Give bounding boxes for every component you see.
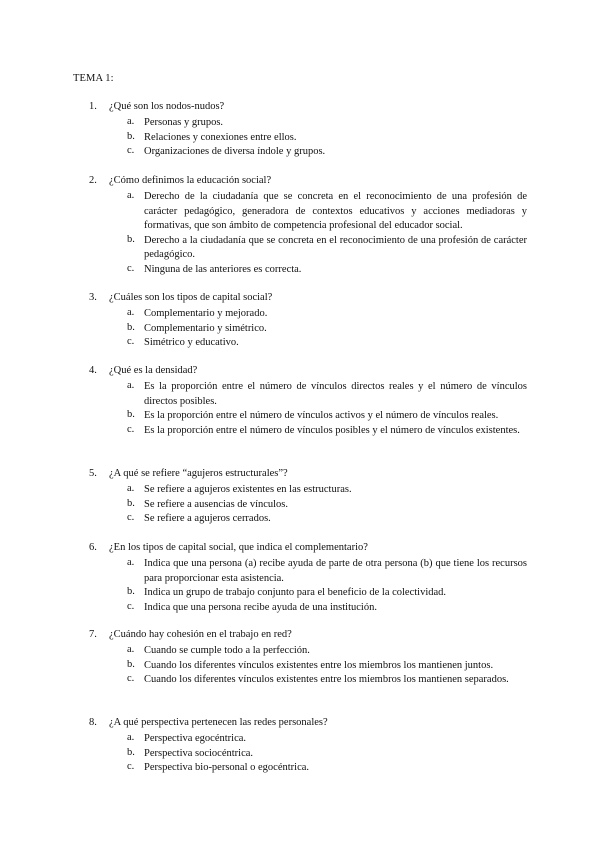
option-letter: b. bbox=[127, 658, 135, 670]
option-letter: b. bbox=[127, 321, 135, 333]
option-text: Complementario y mejorado. bbox=[144, 308, 268, 319]
option-a bbox=[0, 644, 600, 659]
option-letter: c. bbox=[127, 336, 135, 348]
option-list bbox=[0, 644, 600, 688]
option-letter: b. bbox=[127, 586, 135, 598]
option-b bbox=[0, 409, 600, 424]
question-text: ¿A qué perspectiva pertenecen las redes personales? bbox=[109, 717, 328, 728]
option-list bbox=[0, 116, 600, 160]
option-text: Derecho a la ciudadanía que se concreta en el reconocimiento de una profesión de carácter pedagógico. bbox=[144, 234, 527, 261]
option-letter: c. bbox=[127, 423, 135, 435]
option-letter: c. bbox=[127, 262, 135, 274]
option-c bbox=[0, 145, 600, 160]
option-b bbox=[0, 659, 600, 674]
option-a bbox=[0, 380, 600, 409]
option-letter: c. bbox=[127, 512, 135, 524]
option-list bbox=[0, 732, 600, 776]
question-text: ¿Qué es la densidad? bbox=[109, 365, 198, 376]
question-text: ¿Cómo definimos la educación social? bbox=[109, 175, 272, 186]
option-letter: a. bbox=[127, 644, 135, 655]
option-text: Cuando los diferentes vínculos existentes entre los miembros los mantienen juntos. bbox=[144, 659, 494, 671]
option-text: Se refiere a ausencias de vínculos. bbox=[144, 498, 289, 510]
option-letter: b. bbox=[127, 233, 135, 245]
option-letter: a. bbox=[127, 307, 135, 318]
question-number: 4. bbox=[89, 365, 97, 376]
option-a bbox=[0, 307, 600, 322]
option-c bbox=[0, 761, 600, 776]
option-c bbox=[0, 336, 600, 351]
option-c bbox=[0, 512, 600, 527]
option-letter: a. bbox=[127, 483, 135, 494]
option-letter: a. bbox=[127, 116, 135, 127]
option-a bbox=[0, 732, 600, 747]
option-b bbox=[0, 498, 600, 513]
option-a bbox=[0, 557, 600, 586]
question-text: ¿Cuáles son los tipos de capital social? bbox=[109, 292, 273, 303]
option-letter: a. bbox=[127, 732, 135, 743]
option-letter: c. bbox=[127, 673, 135, 685]
option-letter: c. bbox=[127, 761, 135, 773]
question-number: 3. bbox=[89, 292, 97, 303]
question-number: 2. bbox=[89, 175, 97, 186]
option-c bbox=[0, 673, 600, 688]
option-a bbox=[0, 190, 600, 234]
option-letter: b. bbox=[127, 409, 135, 421]
option-b bbox=[0, 586, 600, 601]
question-number: 7. bbox=[89, 629, 97, 640]
option-text: Perspectiva bio-personal o egocéntrica. bbox=[144, 762, 310, 774]
option-list bbox=[0, 483, 600, 527]
question-text: ¿En los tipos de capital social, que indica el complementario? bbox=[109, 542, 368, 553]
option-letter: b. bbox=[127, 746, 135, 758]
option-letter: a. bbox=[127, 557, 135, 568]
question-number: 8. bbox=[89, 717, 97, 728]
option-text: Derecho de la ciudadanía que se concreta en el reconocimiento de una profesión de carácter pedagógico, generadora de contextos educativos y acciones mediadoras y formativas, que son ámbito de competencia profesional del educador social. bbox=[144, 191, 527, 232]
question-number: 5. bbox=[89, 468, 97, 479]
option-letter: a. bbox=[127, 380, 135, 391]
option-letter: a. bbox=[127, 190, 135, 201]
option-a bbox=[0, 116, 600, 131]
option-b bbox=[0, 322, 600, 337]
option-text: Se refiere a agujeros cerrados. bbox=[144, 513, 271, 525]
option-text: Es la proporción entre el número de vínculos directos reales y el número de vínculos directos posibles. bbox=[144, 381, 527, 407]
option-text: Es la proporción entre el número de vínculos activos y el número de vínculos reales. bbox=[144, 410, 499, 422]
option-b bbox=[0, 131, 600, 146]
option-list bbox=[0, 557, 600, 615]
option-text: Ninguna de las anteriores es correcta. bbox=[144, 263, 302, 275]
option-b bbox=[0, 234, 600, 263]
option-text: Es la proporción entre el número de vínculos posibles y el número de vínculos existentes. bbox=[144, 424, 520, 436]
option-text: Relaciones y conexiones entre ellos. bbox=[144, 131, 297, 143]
option-letter: b. bbox=[127, 130, 135, 142]
option-c bbox=[0, 263, 600, 278]
option-c bbox=[0, 601, 600, 616]
option-list bbox=[0, 190, 600, 278]
option-text: Complementario y simétrico. bbox=[144, 322, 267, 334]
option-letter: c. bbox=[127, 600, 135, 612]
option-text: Cuando se cumple todo a la perfección. bbox=[144, 645, 310, 656]
question-text: ¿Cuándo hay cohesión en el trabajo en red? bbox=[109, 629, 292, 640]
question-text: ¿Qué son los nodos-nudos? bbox=[109, 101, 225, 112]
option-letter: b. bbox=[127, 497, 135, 509]
option-text: Perspectiva sociocéntrica. bbox=[144, 747, 254, 759]
option-text: Personas y grupos. bbox=[144, 117, 224, 128]
option-text: Indica que una persona recibe ayuda de una institución. bbox=[144, 601, 377, 613]
option-list bbox=[0, 307, 600, 351]
option-text: Indica que una persona (a) recibe ayuda de parte de otra persona (b) que tiene los recursos para proporcionar esta asistencia. bbox=[144, 558, 527, 584]
option-text: Se refiere a agujeros existentes en las estructuras. bbox=[144, 484, 352, 495]
question-text: ¿A qué se refiere “agujeros estructurales”? bbox=[109, 468, 288, 479]
option-b bbox=[0, 747, 600, 762]
option-list bbox=[0, 380, 600, 438]
option-a bbox=[0, 483, 600, 498]
option-c bbox=[0, 424, 600, 439]
option-letter: c. bbox=[127, 145, 135, 157]
option-text: Perspectiva egocéntrica. bbox=[144, 733, 247, 744]
option-text: Organizaciones de diversa índole y grupos. bbox=[144, 146, 326, 158]
question-number: 6. bbox=[89, 542, 97, 553]
option-text: Simétrico y educativo. bbox=[144, 337, 239, 349]
option-text: Cuando los diferentes vínculos existentes entre los miembros los mantienen separados. bbox=[144, 674, 509, 686]
question-number: 1. bbox=[89, 101, 97, 112]
page-title: TEMA 1: bbox=[73, 73, 114, 84]
option-text: Indica un grupo de trabajo conjunto para el beneficio de la colectividad. bbox=[144, 587, 447, 599]
